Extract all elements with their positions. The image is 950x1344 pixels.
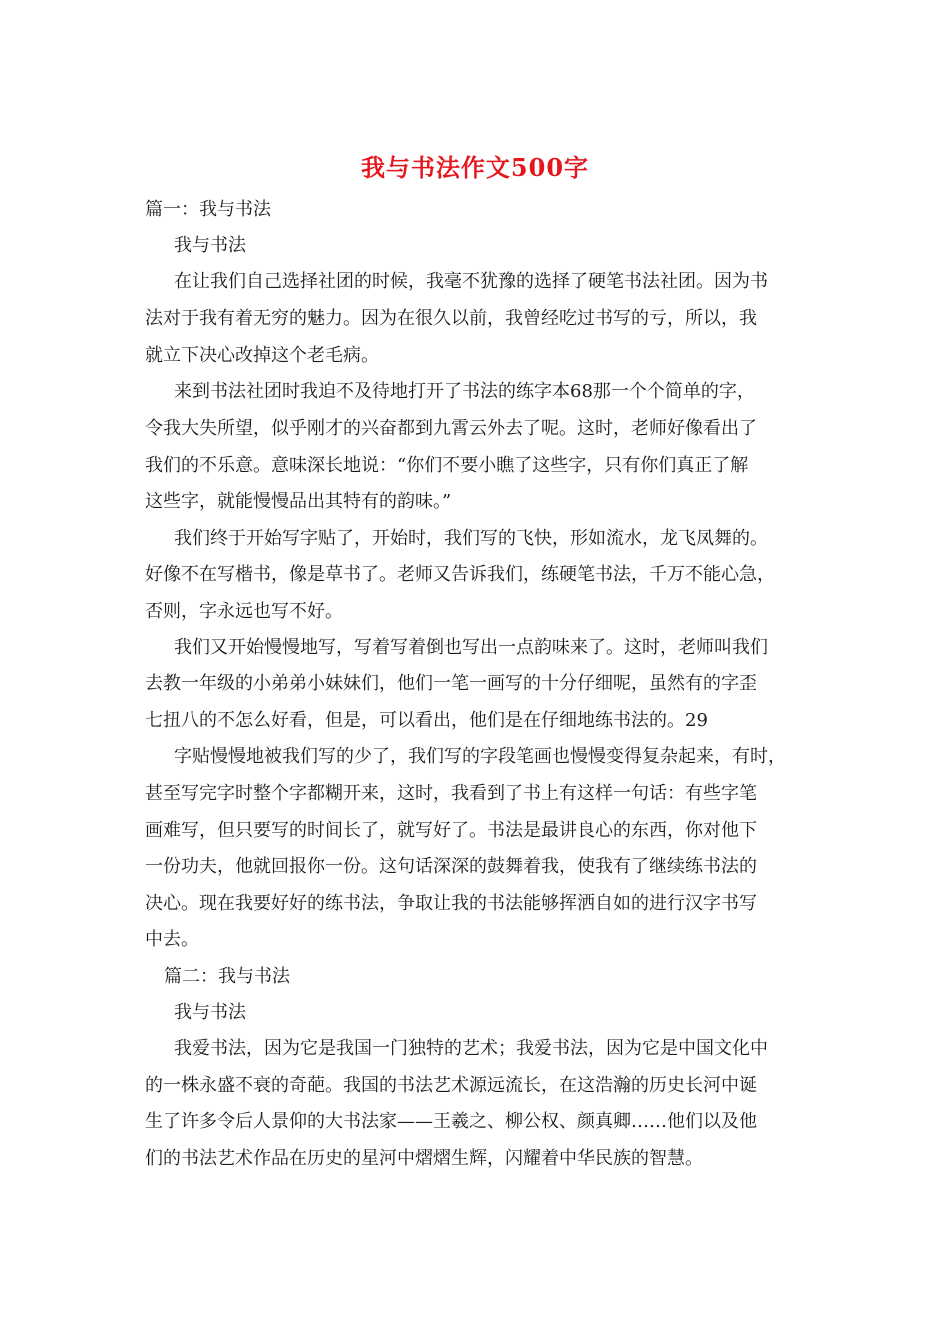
paragraph-line: 中去。 <box>145 929 199 950</box>
paragraph-line: 的一株永盛不衰的奇葩。我国的书法艺术源远流长，在这浩瀚的历史长河中诞 <box>145 1075 757 1096</box>
subheading-1: 我与书法 <box>174 235 246 256</box>
section-heading-1: 篇一：我与书法 <box>145 199 271 220</box>
subheading-2: 我与书法 <box>174 1002 246 1023</box>
paragraph-line: 我们的不乐意。意味深长地说：“你们不要小瞧了这些字，只有你们真正了解 <box>145 455 749 476</box>
paragraph-line: 好像不在写楷书，像是草书了。老师又告诉我们，练硬笔书法，千万不能心急， <box>145 564 775 585</box>
paragraph-line: 去教一年级的小弟弟小妹妹们，他们一笔一画写的十分仔细呢，虽然有的字歪 <box>145 673 757 694</box>
paragraph-line: 这些字，就能慢慢品出其特有的韵味。” <box>145 491 452 512</box>
paragraph-line: 七扭八的不怎么好看，但是，可以看出，他们是在仔细地练书法的。29 <box>145 710 708 731</box>
paragraph-line: 我爱书法，因为它是我国一门独特的艺术；我爱书法，因为它是中国文化中 <box>174 1038 768 1059</box>
paragraph-line: 法对于我有着无穷的魅力。因为在很久以前，我曾经吃过书写的亏，所以，我 <box>145 308 757 329</box>
section-heading-2: 篇二：我与书法 <box>164 966 290 987</box>
paragraph-line: 在让我们自己选择社团的时候，我毫不犹豫的选择了硬笔书法社团。因为书 <box>174 271 768 292</box>
document-title: 我与书法作文500字 <box>360 153 590 182</box>
paragraph-line: 就立下决心改掉这个老毛病。 <box>145 345 379 366</box>
paragraph-line: 决心。现在我要好好的练书法，争取让我的书法能够挥洒自如的进行汉字书写 <box>145 893 757 914</box>
paragraph-line: 们的书法艺术作品在历史的星河中熠熠生辉，闪耀着中华民族的智慧。 <box>145 1148 703 1169</box>
paragraph-line: 我们终于开始写字贴了，开始时，我们写的飞快，形如流水，龙飞凤舞的。 <box>174 528 768 549</box>
paragraph-line: 我们又开始慢慢地写，写着写着倒也写出一点韵味来了。这时，老师叫我们 <box>174 637 768 658</box>
paragraph-line: 否则，字永远也写不好。 <box>145 601 343 622</box>
paragraph-line: 画难写，但只要写的时间长了，就写好了。书法是最讲良心的东西，你对他下 <box>145 820 757 841</box>
paragraph-line: 甚至写完字时整个字都糊开来，这时，我看到了书上有这样一句话：有些字笔 <box>145 783 757 804</box>
paragraph-line: 字贴慢慢地被我们写的少了，我们写的字段笔画也慢慢变得复杂起来，有时， <box>174 746 786 767</box>
paragraph-line: 生了许多令后人景仰的大书法家——王羲之、柳公权、颜真卿……他们以及他 <box>145 1111 757 1132</box>
paragraph-line: 一份功夫，他就回报你一份。这句话深深的鼓舞着我，使我有了继续练书法的 <box>145 856 757 877</box>
paragraph-line: 来到书法社团时我迫不及待地打开了书法的练字本68那一个个简单的字， <box>174 381 755 402</box>
paragraph-line: 令我大失所望，似乎刚才的兴奋都到九霄云外去了呢。这时，老师好像看出了 <box>145 418 757 439</box>
